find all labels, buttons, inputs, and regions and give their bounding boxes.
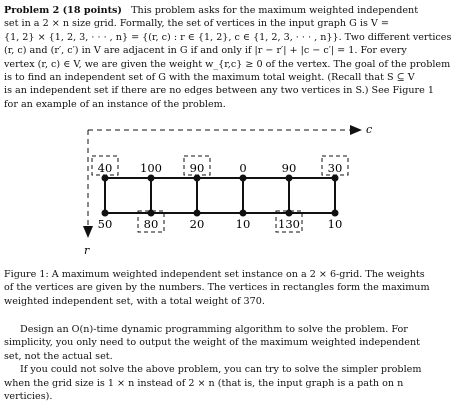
vertex-top-1 — [102, 175, 109, 182]
problem-line-5: vertex (r, c) ∈ V, we are given the weight w_{r,c} ≥ 0 of the vertex. The goal of the problem — [4, 58, 451, 70]
vertex-bottom-4 — [240, 210, 247, 217]
task-line-2: simplicity, you only need to output the weight of the maximum weighted independent — [4, 337, 420, 349]
weight-bottom-2: 80 — [143, 217, 159, 231]
problem-line-1-text: This problem asks for the maximum weighted independent — [131, 5, 419, 16]
weight-bottom-3: 20 — [189, 217, 205, 231]
weight-top-5: 90 — [281, 161, 297, 175]
vertex-bottom-6 — [332, 210, 339, 217]
weight-bottom-6: 10 — [327, 217, 343, 231]
weight-bottom-5: 130 — [278, 217, 300, 231]
problem-line-2: set in a 2 × n size grid. Formally, the set of vertices in the input graph G is V = — [4, 18, 389, 30]
vertex-top-5 — [286, 175, 293, 182]
column-axis-arrowhead — [350, 125, 362, 135]
vertex-bottom-2 — [148, 210, 155, 217]
vertex-bottom-5 — [286, 210, 293, 217]
vertex-top-3 — [194, 175, 201, 182]
grid-edges — [105, 178, 335, 213]
task-line-6: verticies). — [4, 391, 53, 403]
problem-line-8: for an example of an instance of the problem. — [4, 98, 226, 110]
problem-line-1 — [4, 4, 470, 17]
weight-top-4: 0 — [239, 161, 247, 175]
problem-line-7: is an independent set if there are no edges between any two vertices in S.) See Figure 1 — [4, 85, 434, 97]
column-axis-label: c — [366, 123, 373, 136]
weight-top-2: 100 — [140, 161, 162, 175]
caption-line-1: Figure 1: A maximum weighted independent set instance on a 2 × 6-grid. The weights — [4, 269, 425, 280]
task-statement — [4, 323, 470, 403]
vertex-bottom-1 — [102, 210, 109, 217]
weight-top-1: 40 — [97, 161, 113, 175]
caption-line-2: of the vertices are given by the numbers. The vertices in rectangles form the maximum — [4, 282, 430, 294]
task-line-5: when the grid size is 1 × n instead of 2 × n (that is, the input graph is a path on n — [4, 377, 404, 389]
selected-boxes — [92, 156, 348, 232]
task-line-1: Design an O(n)-time dynamic programming algorithm to solve the problem. For — [20, 324, 408, 335]
figure-caption — [4, 268, 470, 308]
weight-top-3: 90 — [189, 161, 205, 175]
vertex-bottom-3 — [194, 210, 201, 217]
grid-diagram — [0, 118, 474, 268]
grid-vertices — [102, 175, 339, 217]
row-axis-label: r — [84, 244, 90, 257]
problem-heading: Problem 2 (18 points) — [4, 5, 122, 16]
weight-bottom-1: 50 — [97, 217, 113, 231]
problem-line-4: (r, c) and (r′, c′) in V are adjacent in G if and only if |r − r′| + |c − c′| = 1. For every — [4, 45, 407, 57]
vertex-weights — [98, 161, 343, 231]
problem-statement — [4, 4, 470, 111]
problem-line-6: is to find an independent set of G with the maximum total weight. (Recall that S ⊆ V — [4, 72, 415, 84]
problem-line-3: {1, 2} × {1, 2, 3, · · · , n} = {(r, c) : r ∈ {1, 2}, c ∈ {1, 2, 3, · · · , n}}. Two different vertices — [4, 31, 452, 43]
row-axis-arrowhead — [83, 226, 93, 238]
task-line-4: If you could not solve the above problem, you can try to solve the simpler problem — [20, 364, 422, 376]
weight-top-6: 30 — [327, 161, 343, 175]
grid-figure — [0, 118, 474, 268]
vertex-top-4 — [240, 175, 247, 182]
weight-bottom-4: 10 — [235, 217, 251, 231]
caption-line-3: weighted independent set, with a total weight of 370. — [4, 295, 265, 307]
vertex-top-2 — [148, 175, 155, 182]
vertex-top-6 — [332, 175, 339, 182]
task-line-3: set, not the actual set. — [4, 350, 113, 362]
